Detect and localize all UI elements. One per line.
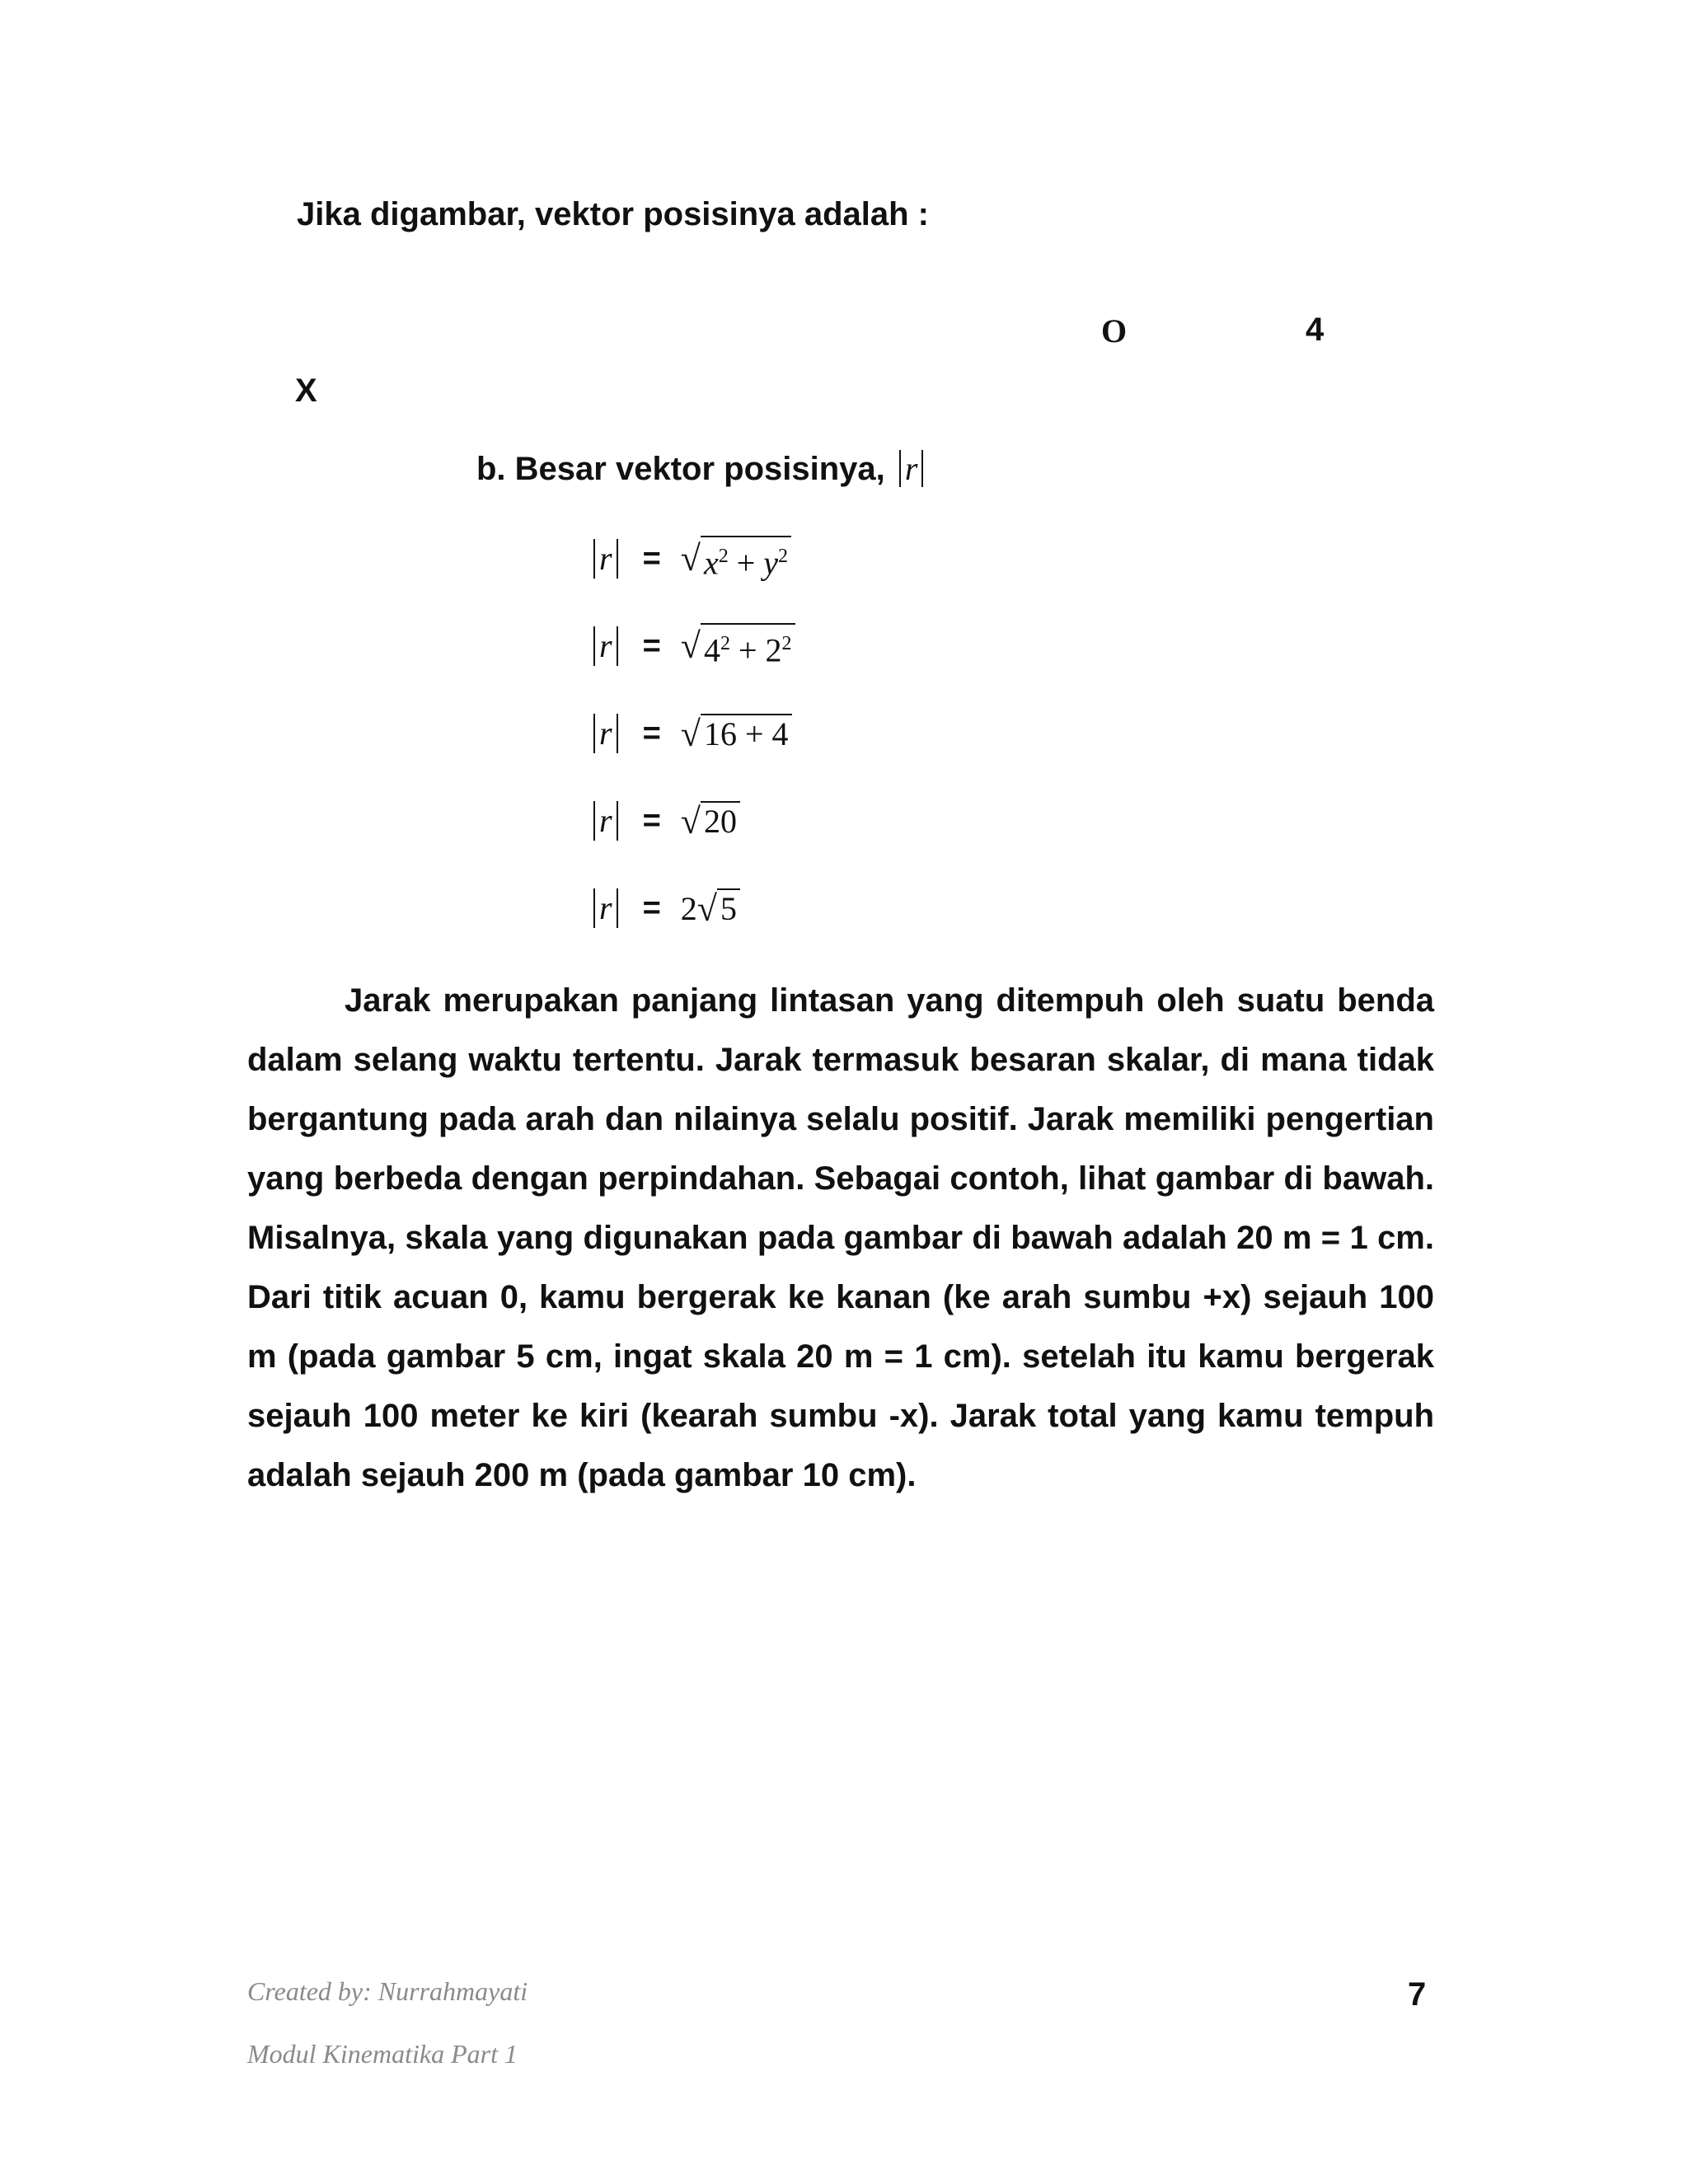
radicand-term: x [703, 544, 719, 582]
intro-text: Jika digambar, vektor posisinya adalah : [297, 196, 929, 232]
equals-sign: = [642, 628, 661, 663]
radicand: 16 + 4 [701, 714, 792, 753]
footer-module: Modul Kinematika Part 1 [247, 2039, 518, 2069]
paragraph-text: Jarak merupakan panjang lintasan yang ditempuh oleh suatu benda dalam selang waktu tertentu. Jarak termasuk besaran skalar, di mana tidak bergantung pada arah dan nilainya selalu positif. Jarak memiliki pengertian yang berbeda dengan perpindahan. Sebagai contoh, lihat gambar di bawah. Misalnya, skala yang digunakan pada gambar di bawah adalah 20 m = 1 cm. Dari titik acuan 0, kamu bergerak ke kanan (ke arah sumbu +x) sejauh 100 m (pada gambar 5 cm, ingat skala 20 m = 1 cm). setelah itu kamu bergerak sejauh 100 meter ke kiri (kearah sumbu -x). Jarak total yang kamu tempuh adalah sejauh 200 m (pada gambar 10 cm). [247, 982, 1434, 1493]
radicand [701, 623, 795, 669]
equation-lhs: r [593, 626, 618, 666]
sqrt-symbol: √ [680, 626, 701, 667]
radicand-term: 2 [765, 631, 782, 669]
equation-lhs: r [593, 539, 618, 579]
equals-sign: = [642, 541, 661, 576]
equation-lhs: r [593, 888, 618, 928]
equals-sign: = [642, 715, 661, 751]
footer-creator: Created by: Nurrahmayati [247, 1976, 528, 2006]
radicand-term: 4 [703, 631, 720, 669]
subheading [476, 449, 923, 488]
radicand-term: y [763, 544, 779, 582]
equation-lhs: r [593, 714, 618, 753]
sqrt-symbol: √ [696, 888, 717, 929]
subheading-text: b. Besar vektor posisinya, [476, 451, 885, 487]
radicand: 20 [701, 801, 740, 841]
equation-1 [593, 534, 791, 583]
diagram-axis-label: X [295, 373, 317, 409]
radicand: 5 [717, 888, 740, 928]
equals-sign: = [642, 803, 661, 838]
sqrt-symbol: √ [680, 538, 701, 579]
equation-rhs [681, 623, 795, 669]
equation-4 [593, 796, 740, 846]
equation-rhs [681, 800, 740, 842]
diagram-x-value-label: 4 [1306, 312, 1325, 348]
sqrt-symbol: √ [680, 713, 701, 754]
exponent: 2 [718, 545, 729, 567]
equation-3 [593, 709, 792, 758]
equation-rhs [681, 888, 740, 930]
equation-rhs [681, 536, 791, 582]
plus-sign: + [729, 631, 766, 669]
body-paragraph [247, 971, 1434, 1505]
exponent: 2 [720, 632, 730, 654]
plus-sign: + [728, 544, 764, 582]
equation-lhs: r [593, 801, 618, 841]
equals-sign: = [642, 890, 661, 926]
radicand [701, 536, 791, 582]
equation-2 [593, 621, 795, 671]
exponent: 2 [778, 545, 789, 567]
page-number: 7 [1408, 1976, 1427, 2013]
exponent: 2 [781, 632, 792, 654]
magnitude-symbol: r [899, 450, 924, 487]
diagram-origin-label: O [1101, 312, 1128, 349]
equation-rhs [681, 713, 792, 755]
equation-5 [593, 883, 740, 933]
sqrt-symbol: √ [680, 800, 701, 841]
coefficient: 2 [680, 889, 697, 927]
